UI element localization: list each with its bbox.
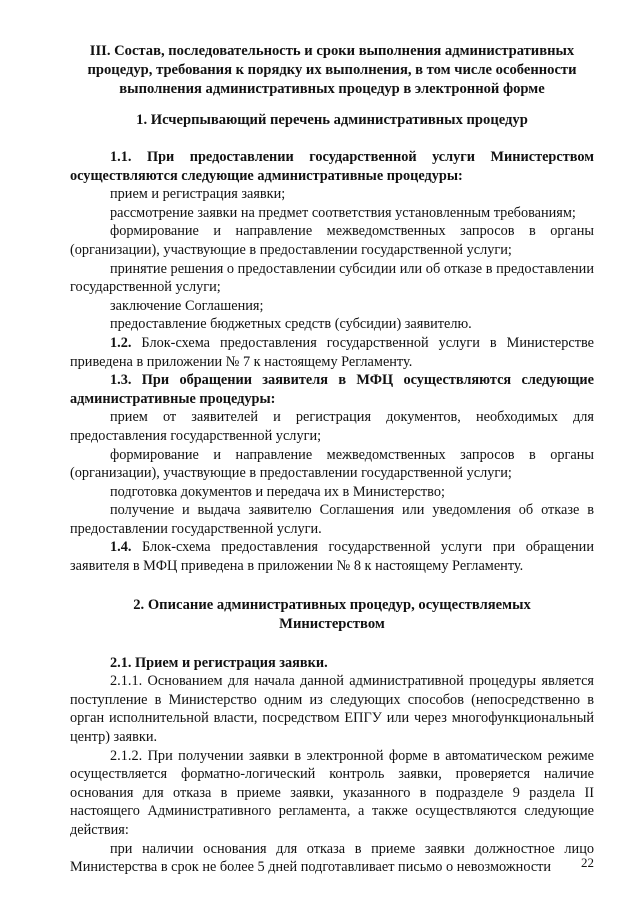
list-item: заключение Соглашения; <box>110 297 264 314</box>
subsection-2-title: 2. Описание административных процедур, осуществляемых Министерством <box>133 596 531 632</box>
list-item: формирование и направление межведомственных запросов в органы (организации), участвующие в предоставлении государственной услуги; <box>70 223 594 258</box>
paragraph-1-2: 1.2. Блок-схема предоставления государственной услуги в Министерстве приведена в приложении № 7 к настоящему Регламенту. <box>70 334 594 370</box>
page-number: 22 <box>581 855 594 870</box>
list-item: прием и регистрация заявки; <box>110 186 286 203</box>
paragraph-2-1-1: 2.1.1. Основанием для начала данной административной процедуры является поступление в Министерство одним из следующих способов (непосредственно в орган исполнительной власти, посредством ЕПГУ или через многофункциональный центр) заявки. <box>70 673 594 746</box>
list-item: прием от заявителей и регистрация документов, необходимых для предоставления государственной услуги; <box>70 409 594 444</box>
paragraph-last: при наличии основания для отказа в приеме заявки должностное лицо Министерства в срок не более 5 дней подготавливает письмо о невозможности <box>70 840 594 876</box>
paragraph-2-1: 2.1. Прием и регистрация заявки. <box>110 654 328 671</box>
list-item: рассмотрение заявки на предмет соответствия установленным требованиям; <box>110 204 576 221</box>
paragraph-1-1: 1.1. При предоставлении государственной услуги Министерством осуществляются следующие административные процедуры: <box>70 149 594 184</box>
paragraph-1-4: 1.4. Блок-схема предоставления государственной услуги при обращении заявителя в МФЦ приведена в приложении № 8 к настоящему Регламенту. <box>70 539 594 575</box>
paragraph-1-3: 1.3. При обращении заявителя в МФЦ осуществляются следующие административные процедуры: <box>70 372 594 407</box>
list-item: принятие решения о предоставлении субсидии или об отказе в предоставлении государственной услуги; <box>70 260 594 296</box>
list-item: предоставление бюджетных средств (субсидии) заявителю. <box>110 316 472 333</box>
section-title: III. Состав, последовательность и сроки выполнения административных процедур, требования к порядку их выполнения, в том числе особенности выполнения административных процедур в электронной форме <box>87 43 577 97</box>
subsection-1-title: 1. Исчерпывающий перечень административных процедур <box>136 112 528 128</box>
paragraph-2-1-2: 2.1.2. При получении заявки в электронной форме в автоматическом режиме осуществляется форматно-логический контроль заявки, проверяется наличие основания для отказа в приеме заявки, указанного в подразделе 9 раздела II настоящего Административного регламента, а также осуществляются следующие действия: <box>70 747 594 838</box>
list-item: формирование и направление межведомственных запросов в органы (организации), участвующие в предоставлении государственной услуги; <box>70 446 594 482</box>
list-item: подготовка документов и передача их в Министерство; <box>110 483 445 500</box>
list-item: получение и выдача заявителю Соглашения или уведомления об отказе в предоставлении государственной услуги. <box>70 502 594 537</box>
